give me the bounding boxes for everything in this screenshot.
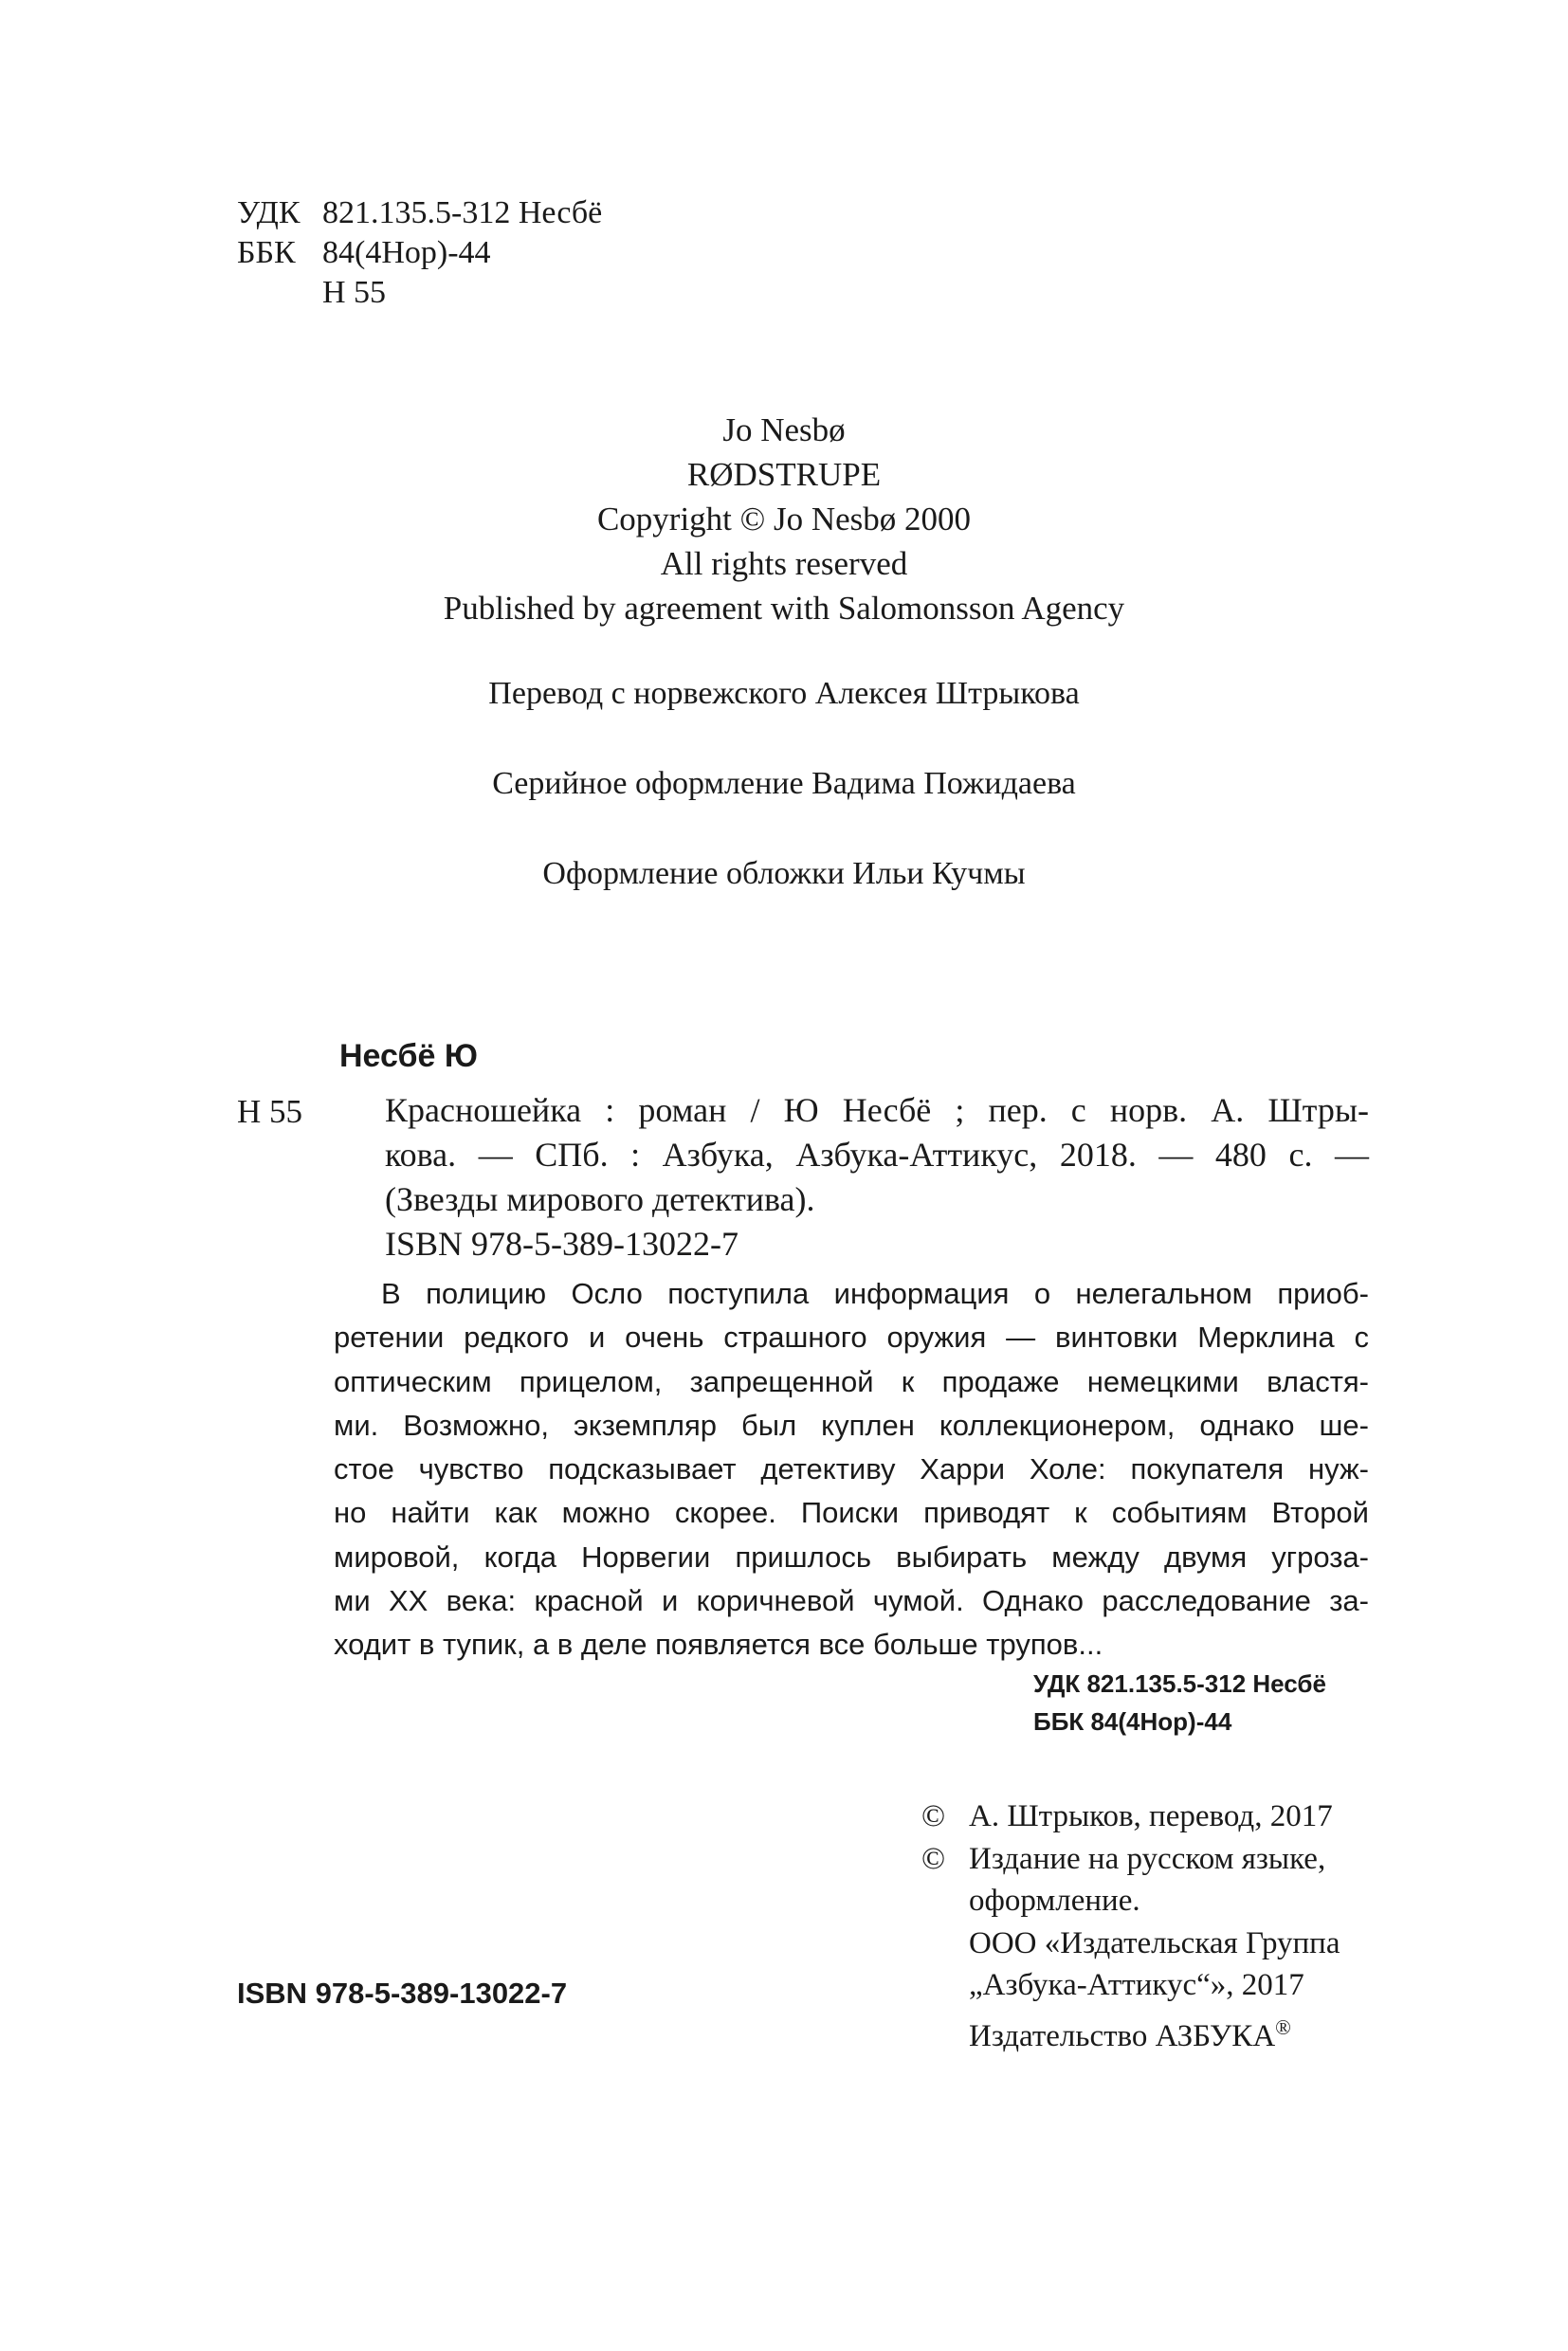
isbn-bottom: ISBN 978-5-389-13022-7 — [237, 1977, 568, 2010]
annotation-line: ми. Возможно, экземпляр был куплен коллекционером, однако ше- — [334, 1408, 1369, 1442]
registered-mark: ® — [1275, 2014, 1291, 2039]
publisher-line-1: ООО «Издательская Группа — [969, 1925, 1340, 1960]
annotation-line: ходит в тупик, а в деле появляется все больше трупов... — [334, 1628, 1103, 1662]
annotation-line: но найти как можно скорее. Поиски приводят к событиям Второй — [334, 1496, 1369, 1530]
annotation-line: мировой, когда Норвегии пришлось выбирать между двумя угроза- — [334, 1540, 1369, 1574]
classification-block — [237, 193, 602, 313]
original-edition-block — [0, 408, 1568, 630]
edition-copyright: Издание на русском языке, — [969, 1841, 1326, 1876]
description-line: Красношейка : роман / Ю Несбё ; пер. с норв. А. Штры- — [385, 1091, 1369, 1129]
udk-value: 821.135.5-312 Несбё — [322, 195, 603, 230]
catalog-isbn: ISBN 978-5-389-13022-7 — [385, 1225, 738, 1263]
annotation-line: оптическим прицелом, запрещенной к продаже немецкими властя- — [334, 1364, 1369, 1398]
author-mark-line — [237, 273, 602, 313]
bbk-value: 84(4Нор)-44 — [322, 235, 491, 270]
rights-block — [921, 1795, 1340, 2057]
catalog-bbk: ББК 84(4Нор)-44 — [1033, 1707, 1232, 1736]
original-copyright: Copyright © Jo Nesbø 2000 — [596, 501, 972, 538]
publisher-line-3 — [921, 2007, 1340, 2058]
annotation-line: стое чувство подсказывает детективу Харри Холе: покупателя нуж- — [334, 1452, 1369, 1486]
annotation — [334, 1272, 1369, 1668]
copyright-symbol: © — [921, 1841, 946, 1876]
series-design-credit: Серийное оформление Вадима Пожидаева — [492, 766, 1076, 801]
original-agreement: Published by agreement with Salomonsson Agency — [443, 590, 1125, 627]
udk-line — [237, 193, 602, 233]
bbk-label: ББК — [237, 235, 296, 270]
original-author: Jo Nesbø — [722, 411, 846, 448]
rights-row-edition — [921, 1838, 1340, 1881]
credits-block — [0, 673, 1568, 943]
description-line: (Звезды мирового детектива). — [385, 1180, 815, 1218]
catalog-codes — [1033, 1665, 1375, 1740]
catalog-description — [385, 1088, 1369, 1267]
udk-label: УДК — [237, 195, 301, 230]
copyright-symbol: © — [921, 1799, 946, 1833]
author-mark: Н 55 — [322, 275, 387, 310]
publisher-line-2: „Азбука-Аттикус“», 2017 — [969, 1968, 1304, 2002]
translation-copyright: А. Штрыков, перевод, 2017 — [969, 1799, 1333, 1833]
cover-design-credit: Оформление обложки Ильи Кучмы — [542, 856, 1026, 891]
description-line: кова. — СПб. : Азбука, Азбука-Аттикус, 2018. — 480 с. — — [385, 1136, 1369, 1174]
rights-row-translation — [921, 1795, 1340, 1838]
annotation-line: В полицию Осло поступила информация о нелегальном приоб- — [381, 1277, 1369, 1310]
catalog-author-heading: Несбё Ю — [339, 1038, 478, 1074]
translation-credit: Перевод с норвежского Алексея Штрыкова — [488, 676, 1080, 711]
annotation-line: ретении редкого и очень страшного оружия — винтовки Мерклина с — [334, 1321, 1369, 1355]
original-rights: All rights reserved — [660, 545, 908, 582]
catalog-author-mark: Н 55 — [237, 1093, 303, 1130]
original-title: RØDSTRUPE — [686, 456, 882, 493]
edition-copyright-cont: оформление. — [969, 1884, 1140, 1918]
publisher-name: Издательство АЗБУКА — [969, 2018, 1276, 2053]
annotation-line: ми XX века: красной и коричневой чумой. Однако расследование за- — [334, 1584, 1369, 1618]
catalog-udk: УДК 821.135.5-312 Несбё — [1033, 1669, 1326, 1698]
bbk-line — [237, 233, 602, 273]
